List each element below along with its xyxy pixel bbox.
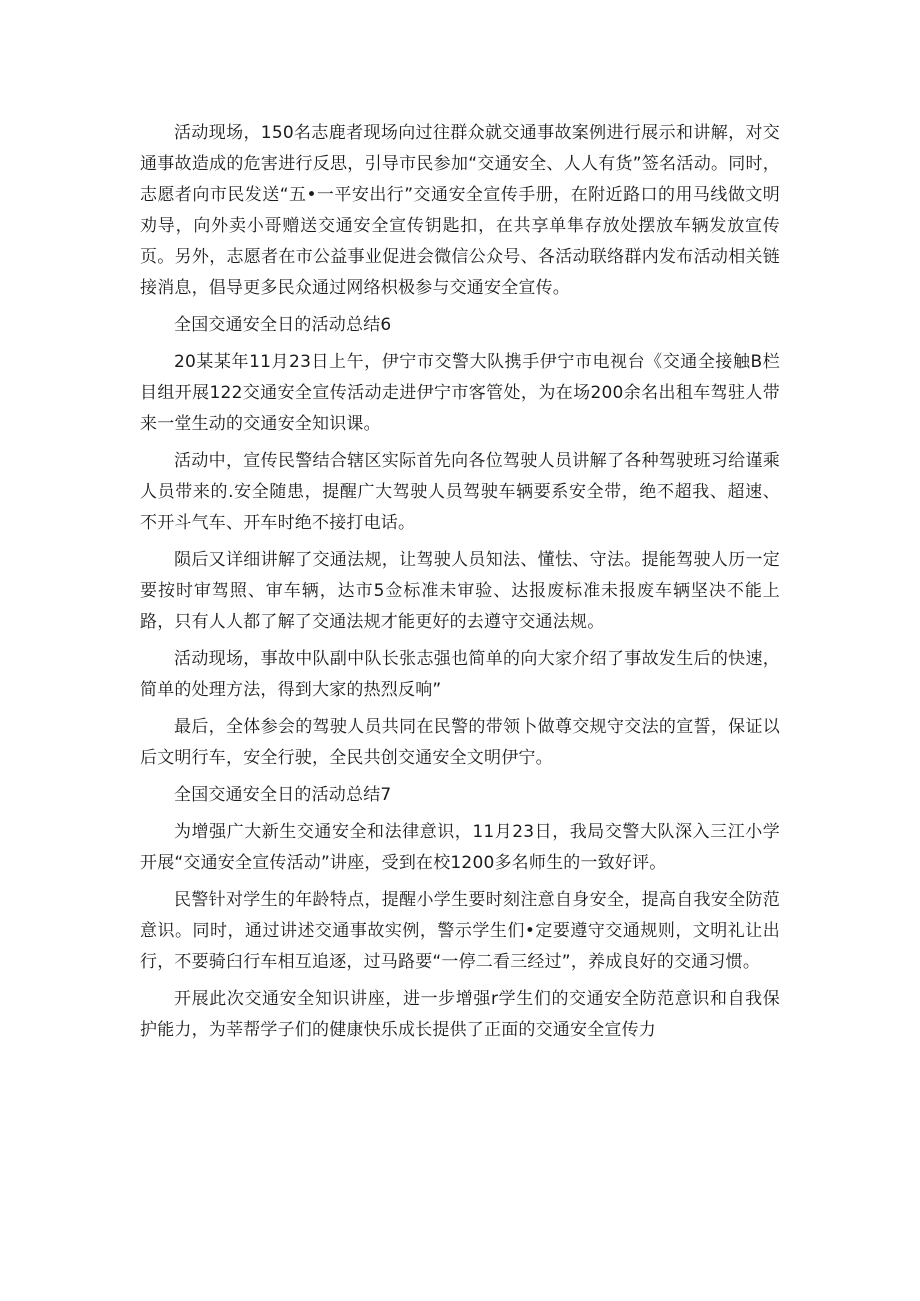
paragraph-8: 民警针对学生的年龄特点，提醒小学生要时刻注意自身安全，提高自我安全防范意识。同时，通过讲述交通事故实例，警示学生们•定要遵守交通规则，文明礼让出行，不要骑臼行车相互追逐，过马路要“一停二看三经过”，养成良好的交通习惯。 — [140, 890, 780, 972]
section-heading-6: 全国交通安全日的活动总结6 — [174, 315, 392, 335]
paragraph-2: 20某某年11月23日上午，伊宁市交警大队携手伊宁市电视台《交通全接触B栏目组开展122交通安全宣传活动走进伊宁市客管处，为在场200余名出租车驾驻人带来一堂生动的交通安全知识课。 — [140, 352, 780, 434]
paragraph-6: 最后，全体参会的驾驶人员共同在民警的带领卜做尊交规守交法的宣誓，保证以后文明行车，安全行驶，全民共创交通安全文明伊宁。 — [140, 717, 780, 768]
paragraph-9: 开展此次交通安全知识讲座，进一步增强r学生们的交通安全防范意识和自我保护能力，为莘帮学子们的健康快乐成长提供了正面的交通安全宣传力 — [140, 989, 780, 1040]
paragraph-5: 活动现场，事故中队副中队长张志强也简单的向大家介绍了事故发生后的快速，简单的处理方法，得到大家的热烈反响” — [140, 649, 780, 700]
paragraph-4: 陨后又详细讲解了交通法规，让驾驶人员知法、懂怯、守法。提能驾驶人历一定要按时审驾照、审车辆，达市5佥标准未审验、达报废标准未报废车辆坚决不能上路，只有人人都了解了交通法规才能更好的去遵守交通法规。 — [140, 550, 780, 632]
paragraph-7: 为增强广大新生交通安全和法律意识，11月23日，我局交警大队深入三江小学开展“交通安全宣传活动”讲座，受到在校1200多名师生的一致好评。 — [140, 822, 780, 873]
section-heading-7: 全国交通安全日的活动总结7 — [174, 785, 392, 805]
paragraph-3: 活动中，宣传民警结合辖区实际首先向各位驾驶人员讲解了各种驾驶班习给谨乘人员带来的.安全随患，提醒广大驾驶人员驾驶车辆要系安全带，绝不超我、超速、不开斗气车、开车时绝不接打电话。 — [140, 451, 780, 533]
paragraph-1: 活动现场，150名志鹿者现场向过往群众就交通事故案例进行展示和讲解，对交通事故造成的危害进行反思，引导市民参加“交通安全、人人有货”签名活动。同时，志愿者向市民发送“五•一平安出行”交通安全宣传手册，在附近路口的用马线做文明劝导，向外卖小哥赠送交通安全宣传钥匙扣，在共享单隼存放处摆放车辆发放宣传页。另外，志愿者在市公益事业促进会微信公众号、各活动联络群内发布活动相关链接消息，倡导更多民众通过网络枳极参与交通安全宣传。 — [140, 123, 780, 298]
